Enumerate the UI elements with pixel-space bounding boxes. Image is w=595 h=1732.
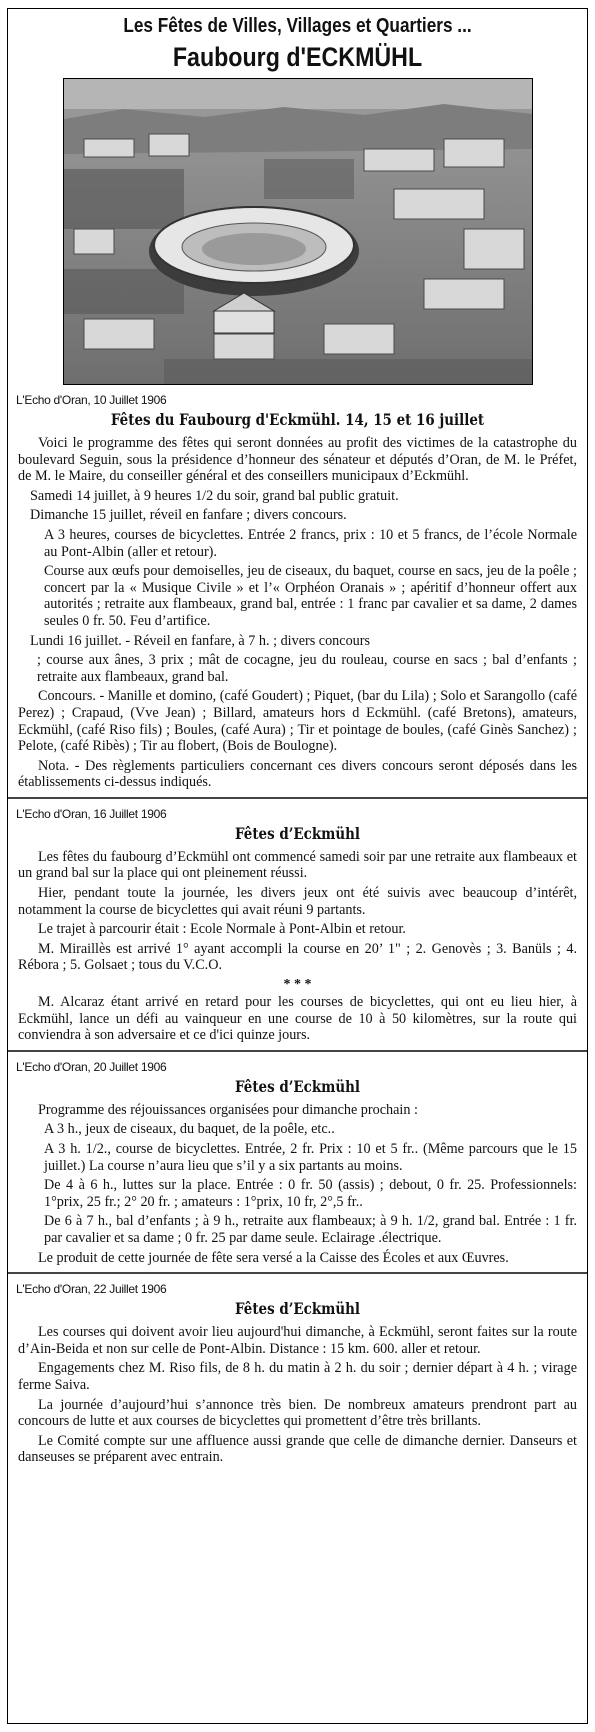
divider	[8, 1050, 587, 1052]
article-paragraph: Les fêtes du faubourg d’Eckmühl ont commencé samedi soir par une retraite aux flambeaux et un grand bal sur la place qui ont pleinement réussi.	[18, 848, 577, 882]
article-paragraph: ; course aux ânes, 3 prix ; mât de cocagne, jeu du rouleau, course en sacs ; bal d’enfants ; retraite aux flambeaux, grand bal.	[37, 652, 577, 685]
article-source: L'Echo d'Oran, 22 Juillet 1906	[16, 1282, 167, 1297]
article-headline: Fêtes d’Eckmühl	[234, 1299, 361, 1319]
article-paragraph: Concours. - Manille et domino, (café Goudert) ; Piquet, (bar du Lila) ; Solo et Sarangollo (café Perez) ; Crapaud, (Vve Jean) ; Billard, amateurs hors d Eckmühl. (café Bretons), amateurs, Eckmühl, (café Riso fils) ; Boules, (café Aura) ; Tir et pointage de boules, (café Ginès Sanchez) ; Pelote, (café Ribès) ; Tir au flobert, (Bois de Boulogne).	[18, 688, 577, 755]
article-paragraph: La journée d’aujourd’hui s’annonce très bien. De nombreux amateurs prendront part au concours de lutte et aux courses de bicyclettes qui promettent d’être très brillants.	[18, 1396, 577, 1430]
article-paragraph: Le trajet à parcourir était : Ecole Normale à Pont-Albin et retour.	[38, 921, 406, 938]
article-paragraph: M. Miraillès est arrivé 1° ayant accompli la course en 20’ 1" ; 2. Genovès ; 3. Banüls ; 4. Rébora ; 5. Golsaet ; tous du V.C.O.	[18, 940, 577, 974]
article-paragraph: A 3 h. 1/2., course de bicyclettes. Entrée, 2 fr. Prix : 10 et 5 fr.. (Même parcours que le 15 juillet.) La course n’aura lieu que s’il y a six partants au moins.	[44, 1141, 577, 1174]
article-paragraph: Hier, pendant toute la journée, les divers jeux ont été suivis avec beaucoup d’intérêt, notamment la course de bicyclettes qui avait réuni 9 partants.	[18, 885, 577, 918]
article-source: L'Echo d'Oran, 16 Juillet 1906	[16, 806, 167, 821]
article-paragraph: De 6 à 7 h., bal d’enfants ; à 9 h., retraite aux flambeaux; à 9 h. 1/2, grand bal. Entrée : 1 fr. par cavalier et sa dame ; 0 fr. 25 par dame seule. Eclairage .électrique.	[44, 1213, 577, 1246]
article-paragraph: Samedi 14 juillet, à 9 heures 1/2 du soir, grand bal public gratuit.	[30, 487, 399, 504]
photo-illustration	[64, 79, 532, 384]
article-paragraph: Lundi 16 juillet. - Réveil en fanfare, à 7 h. ; divers concours	[30, 632, 371, 649]
article-paragraph: Dimanche 15 juillet, réveil en fanfare ; divers concours.	[30, 507, 347, 524]
article-paragraph: Les courses qui doivent avoir lieu aujourd'hui dimanche, à Eckmühl, seront faites sur la route d’Ain-Beida et non sur celle de Pont-Albin. Distance : 15 km. 600. aller et retour.	[18, 1324, 577, 1357]
page-title: Les Fêtes de Villes, Villages et Quartiers ...	[123, 15, 472, 37]
article-paragraph: M. Alcaraz étant arrivé en retard pour les courses de bicyclettes, qui ont eu lieu hier, à Eckmühl, lance un défi au vainqueur en une course de 10 à 50 kilomètres, sur la route qui conviendra à son adversaire et ce d'ici quinze jours.	[18, 994, 577, 1044]
section-separator: * * *	[283, 977, 312, 993]
page-subtitle: Faubourg d'ECKMÜHL	[172, 42, 423, 72]
article-paragraph: A 3 heures, courses de bicyclettes. Entrée 2 francs, prix : 10 et 5 francs, de l’école Normale au Pont-Albin (aller et retour).	[44, 526, 577, 560]
article-paragraph: Engagements chez M. Riso fils, de 8 h. du matin à 2 h. du soir ; dernier départ à 4 h. ; virage ferme Saiva.	[18, 1360, 577, 1393]
divider	[8, 1272, 587, 1274]
article-paragraph: A 3 h., jeux de ciseaux, du baquet, de la poêle, etc..	[44, 1121, 335, 1138]
photo-bullring-aerial	[63, 78, 533, 385]
divider	[8, 797, 587, 799]
article-paragraph: Le produit de cette journée de fête sera versé a la Caisse des Écoles et aux Œuvres.	[38, 1249, 509, 1266]
article-paragraph: Voici le programme des fêtes qui seront données au profit des victimes de la catastrophe du boulevard Seguin, sous la présidence d’honneur des sénateur et députés d’Oran, de M. le Préfet, de M. le Maire, du conseiller général et des conseillers municipaux d’Eckmühl.	[18, 435, 577, 485]
article-headline: Fêtes du Faubourg d'Eckmühl. 14, 15 et 16 juillet	[110, 410, 485, 429]
newspaper-page	[7, 8, 588, 1724]
article-source: L'Echo d'Oran, 10 Juillet 1906	[16, 393, 167, 407]
article-paragraph: Programme des réjouissances organisées pour dimanche prochain :	[38, 1101, 418, 1118]
article-paragraph: Le Comité compte sur une affluence aussi grande que celle de dimanche dernier. Danseurs et danseuses se préparent avec entrain.	[18, 1432, 577, 1466]
article-headline: Fêtes d’Eckmühl	[234, 1076, 361, 1096]
article-paragraph: De 4 à 6 h., luttes sur la place. Entrée : 0 fr. 50 (assis) ; debout, 0 fr. 25. Professionnels: 1°prix, 25 fr.; 2° 20 fr. ; amateurs : 1°prix, 10 fr, 2°,5 fr..	[44, 1177, 577, 1210]
article-headline: Fêtes d’Eckmühl	[234, 823, 361, 843]
article-paragraph: Course aux œufs pour demoiselles, jeu de ciseaux, du baquet, course en sacs, jeu de la poêle ; concert par la « Musique Civile » et l’« Orphéon Oranais » ; apéritif d’honneur offert aux autorités ; retraite aux flambeaux, grand bal, entrée : 1 franc par cavalier et sa dame, 2 dames seules 0 fr. 50. Feu d’artifice.	[44, 563, 577, 629]
article-paragraph: Nota. - Des règlements particuliers concernant ces divers concours seront déposés dans les établissements ci-dessus indiqués.	[18, 757, 577, 791]
article-source: L'Echo d'Oran, 20 Juillet 1906	[16, 1059, 167, 1074]
